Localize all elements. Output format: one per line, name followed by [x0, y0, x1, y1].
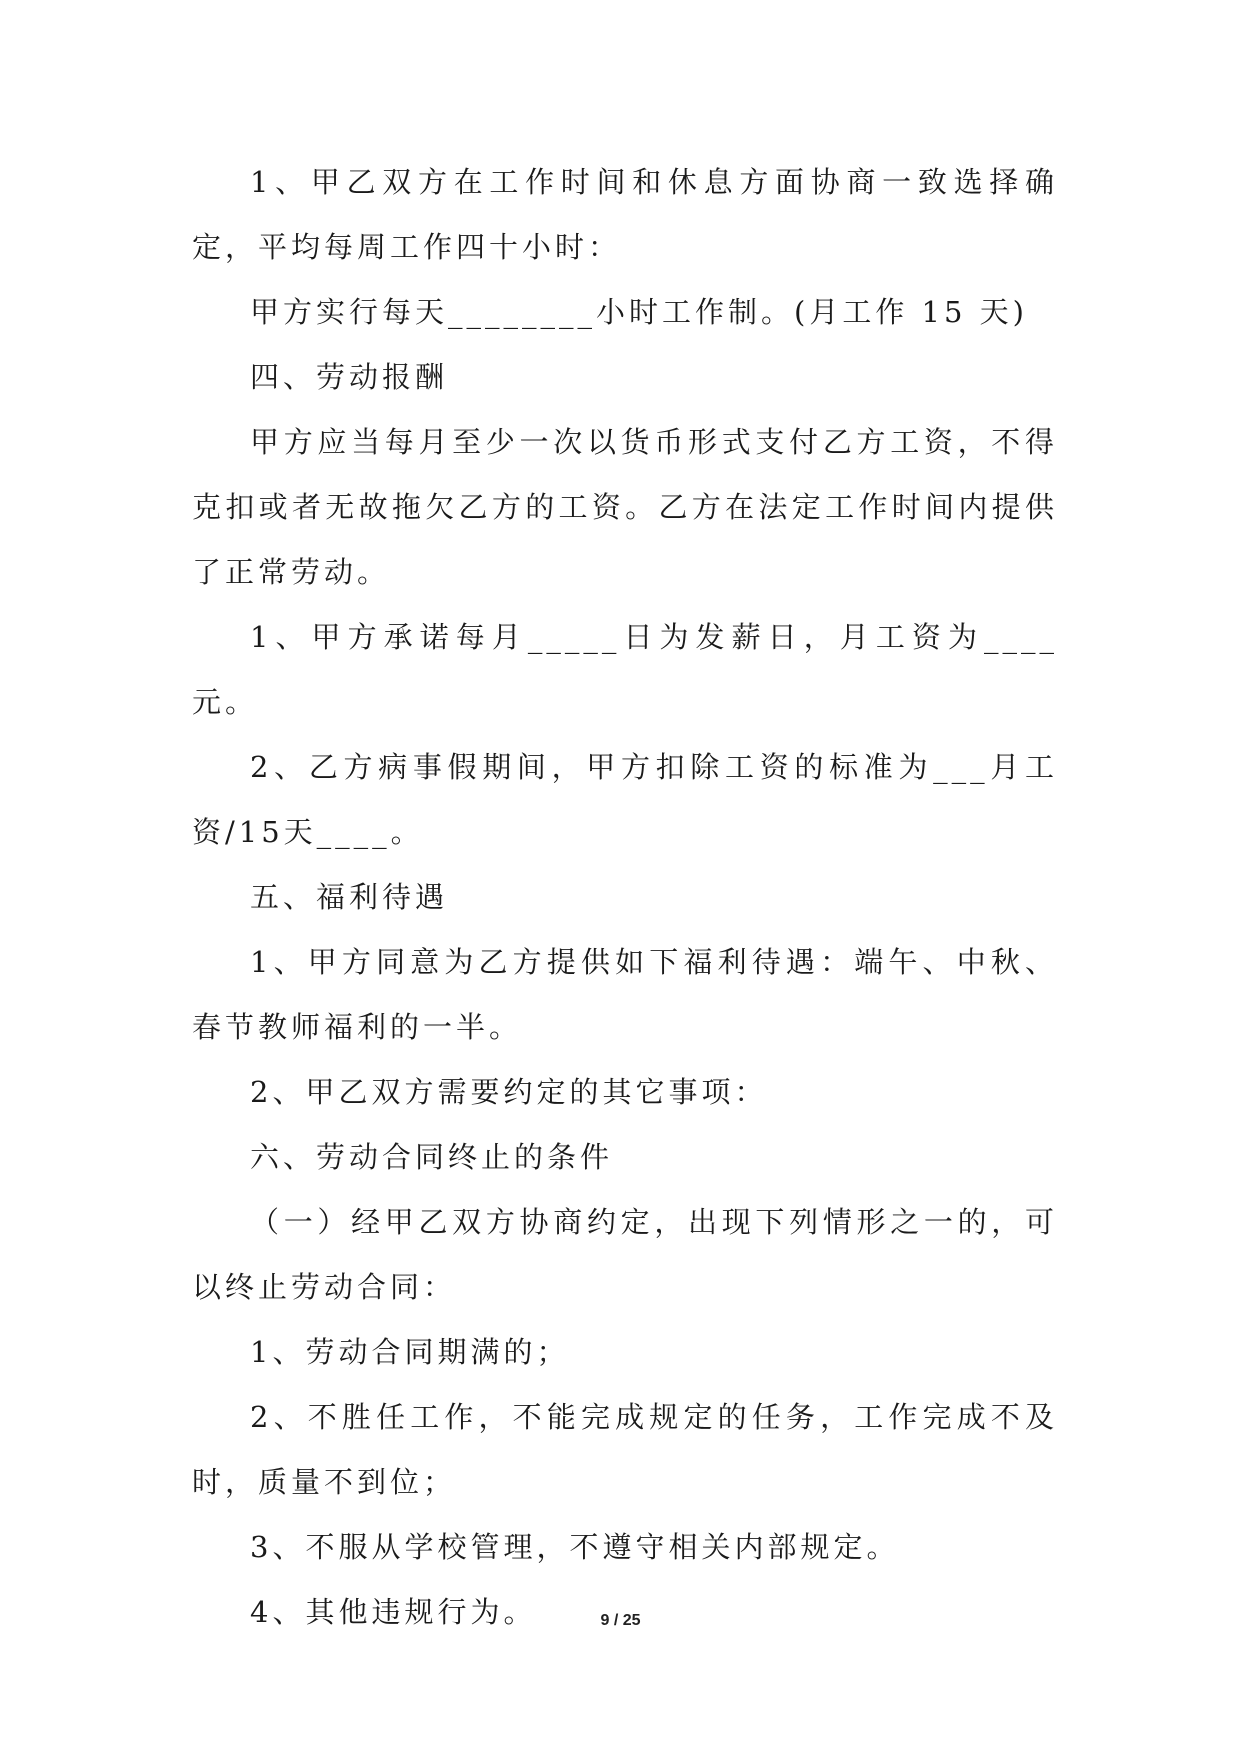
document-body	[192, 150, 1058, 1645]
paragraph-payday: 1、甲方承诺每月_____日为发薪日，月工资为____元。	[192, 620, 1058, 719]
paragraph-leave-deduction: 2、乙方病事假期间，甲方扣除工资的标准为___月工资/15天____。	[192, 750, 1058, 849]
paragraph-benefits: 1、甲方同意为乙方提供如下福利待遇：端午、中秋、春节教师福利的一半。	[192, 945, 1058, 1044]
section-heading-remuneration: 四、劳动报酬	[250, 360, 449, 394]
list-item-contract-expiry: 1、劳动合同期满的；	[250, 1335, 570, 1369]
paragraph-other-matters: 2、甲乙双方需要约定的其它事项：	[250, 1075, 768, 1109]
section-heading-termination: 六、劳动合同终止的条件	[250, 1140, 614, 1174]
paragraph-termination-intro: （一）经甲乙双方协商约定，出现下列情形之一的，可以终止劳动合同：	[192, 1205, 1058, 1304]
paragraph-wage-payment: 甲方应当每月至少一次以货币形式支付乙方工资，不得克扣或者无故拖欠乙方的工资。乙方在法定工作时间内提供了正常劳动。	[192, 425, 1058, 589]
list-item-non-compliance: 3、不服从学校管理，不遵守相关内部规定。	[250, 1530, 900, 1564]
list-item-incompetence: 2、不胜任工作，不能完成规定的任务，工作完成不及时，质量不到位；	[192, 1400, 1058, 1499]
paragraph-daily-hours: 甲方实行每天________小时工作制。(月工作 15 天)	[250, 295, 1028, 329]
section-heading-benefits: 五、福利待遇	[250, 880, 449, 914]
paragraph-work-hours: 1、甲乙双方在工作时间和休息方面协商一致选择确定，平均每周工作四十小时：	[192, 165, 1058, 264]
page-number: 9 / 25	[600, 1612, 641, 1629]
list-item-other-violations: 4、其他违规行为。	[250, 1595, 537, 1629]
